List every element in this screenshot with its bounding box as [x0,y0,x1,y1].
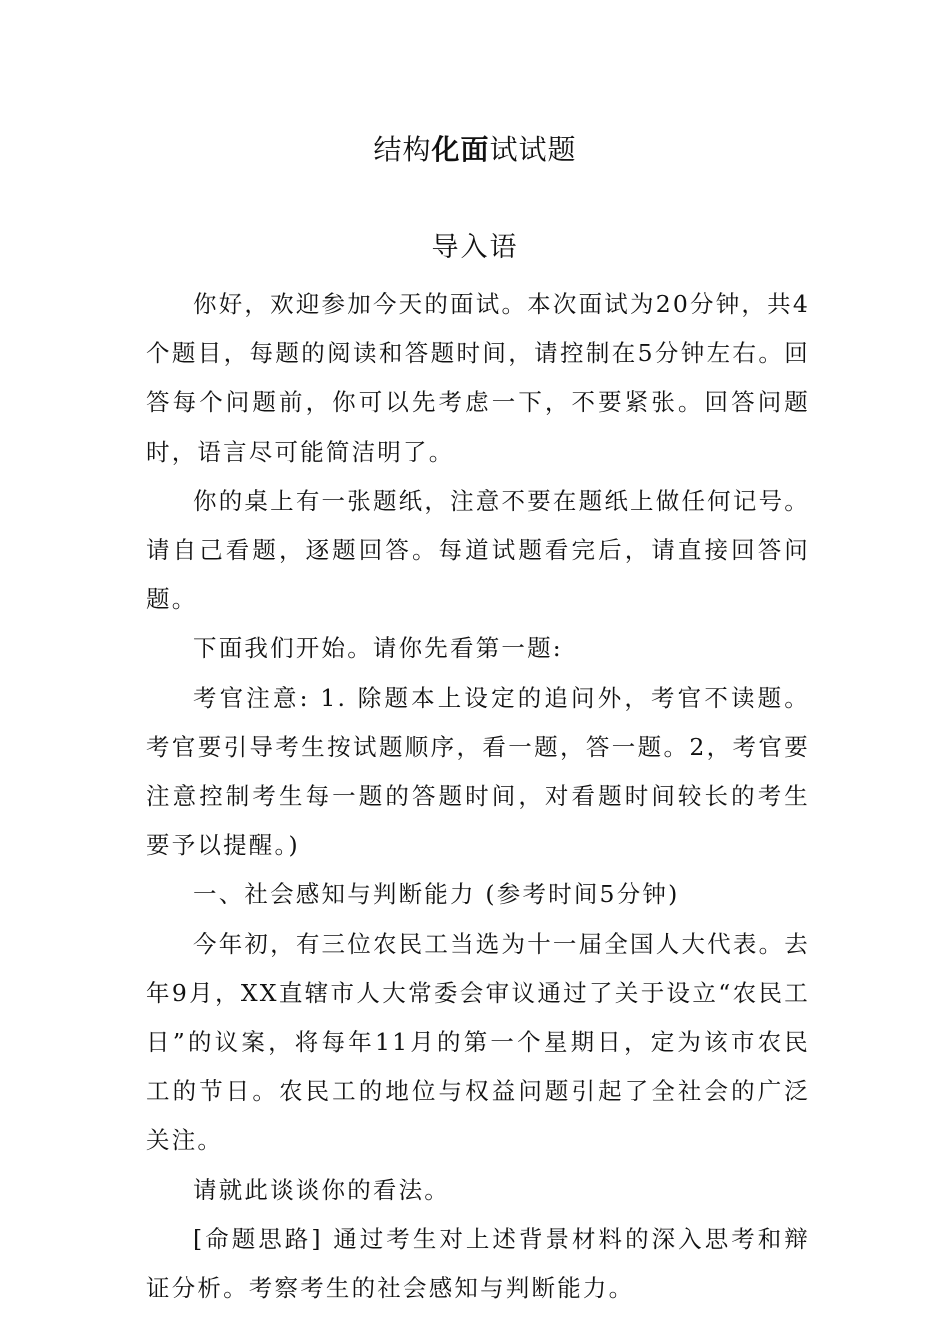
paragraph-start: 下面我们开始。请你先看第一题: [193,634,563,663]
question-heading-1: 一、社会感知与判断能力 (参考时间5分钟) [193,880,680,909]
document-body [146,280,810,1313]
paragraph-instructions: 你的桌上有一张题纸，注意不要在题纸上做任何记号。请自己看题，逐题回答。每道试题看完后，请直接回答问题。 [146,486,810,614]
section-heading-intro: 导入语 [431,232,519,263]
paragraph-welcome: 你好，欢迎参加今天的面试。本次面试为20分钟，共4个题目，每题的阅读和答题时间，请控制在5分钟左右。回答每个问题前，你可以先考虑一下，不要紧张。回答问题时，语言尽可能简洁明了。 [146,290,810,466]
paragraph-examiner-note: 考官注意: 1. 除题本上设定的追问外，考官不读题。考官要引导考生按试题顺序，看一题，答一题。2，考官要注意控制考生每一题的答题时间，对看题时间较长的考生要予以提醒。) [146,683,810,860]
paragraph-question-material: 今年初，有三位农民工当选为十一届全国人大代表。去年9月，XX直辖市人大常委会审议通过了关于设立“农民工日”的议案，将每年11月的第一个星期日，定为该市农民工的节日。农民工的地位与权益问题引起了全社会的广泛关注。 [146,929,810,1155]
document-title [0,130,950,170]
paragraph-question-prompt: 请就此谈谈你的看法。 [193,1175,450,1204]
title-part-3: 试试题 [489,133,577,166]
title-part-1: 结构 [373,133,432,166]
paragraph-design-rationale: [命题思路] 通过考生对上述背景材料的深入思考和辩证分析。考察考生的社会感知与判断能力。 [146,1224,810,1303]
title-part-2: 化面 [431,133,490,166]
